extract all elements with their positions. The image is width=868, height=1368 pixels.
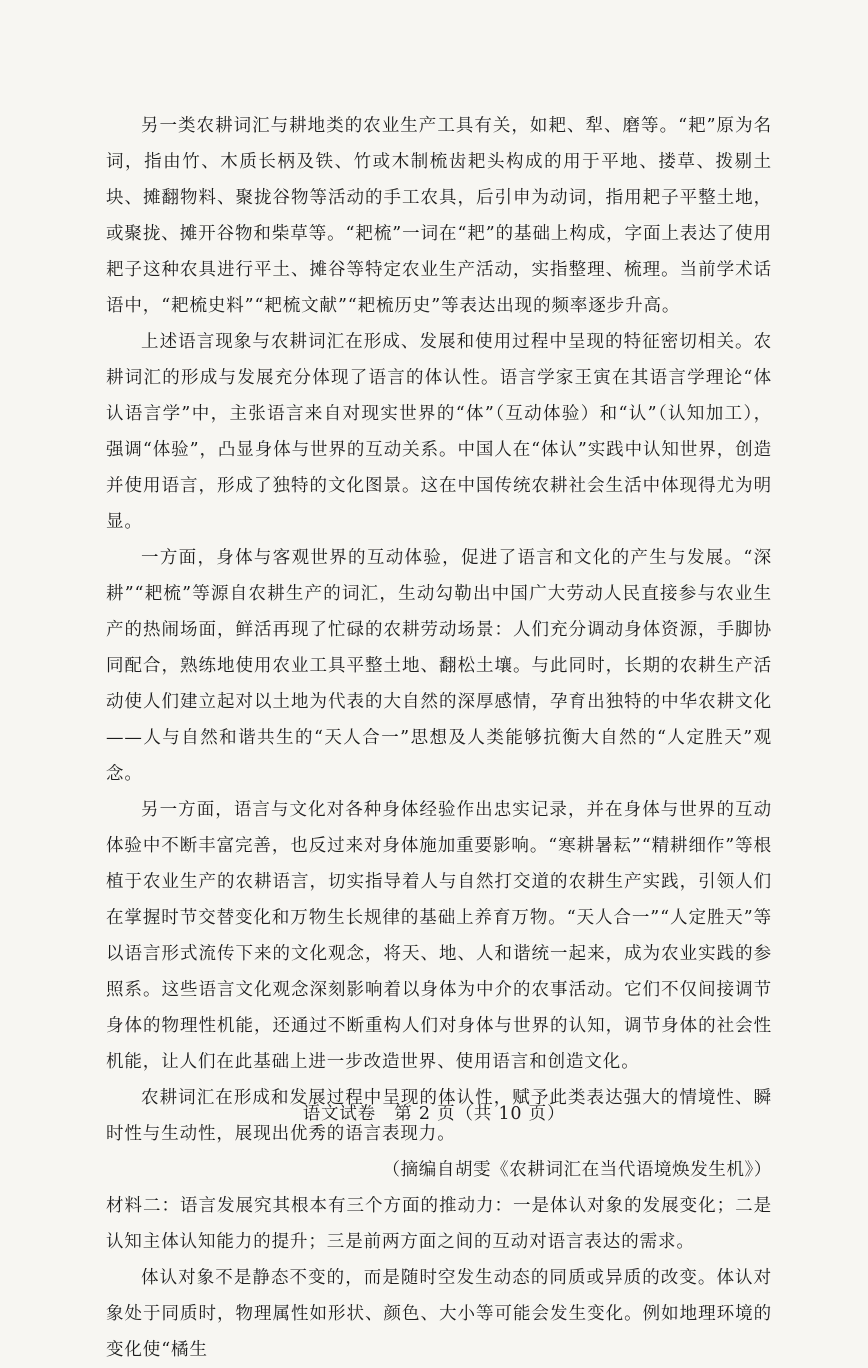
material-one-body [106, 108, 772, 1188]
material-two-body [106, 1188, 772, 1368]
paragraph-embodiment-theory: 上述语言现象与农耕词汇在形成、发展和使用过程中呈现的特征密切相关。农耕词汇的形成与发展充分体现了语言的体认性。语言学家王寅在其语言学理论“体认语言学”中，主张语言来自对现实世界的“体”（互动体验）和“认”（认知加工），强调“体验”，凸显身体与世界的互动关系。中国人在“体认”实践中认知世界，创造并使用语言，形成了独特的文化图景。这在中国传统农耕社会生活中体现得尤为明显。 [106, 332, 772, 532]
material-two-heading-paragraph: 材料二：语言发展究其根本有三个方面的推动力：一是体认对象的发展变化；二是认知主体认知能力的提升；三是前两方面之间的互动对语言表达的需求。 [106, 1196, 772, 1252]
paragraph-rake-vocabulary: 另一类农耕词汇与耕地类的农业生产工具有关，如耙、犁、磨等。“耙”原为名词，指由竹、木质长柄及铁、竹或木制梳齿耙头构成的用于平地、搂草、拨剔土块、摊翻物料、聚拢谷物等活动的手工农具，后引申为动词，指用耙子平整土地，或聚拢、摊开谷物和柴草等。“耙梳”一词在“耙”的基础上构成，字面上表达了使用耙子这种农具进行平土、摊谷等特定农业生产活动，实指整理、梳理。当前学术话语中，“耙梳史料”“耙梳文献”“耙梳历史”等表达出现的频率逐步升高。 [106, 116, 772, 316]
paragraph-second-aspect: 另一方面，语言与文化对各种身体经验作出忠实记录，并在身体与世界的互动体验中不断丰富完善，也反过来对身体施加重要影响。“寒耕暑耘”“精耕细作”等根植于农业生产的农耕语言，切实指导着人与自然打交道的农耕生产实践，引领人们在掌握时节交替变化和万物生长规律的基础上养育万物。“天人合一”“人定胜天”等以语言形式流传下来的文化观念，将天、地、人和谐统一起来，成为农业实践的参照系。这些语言文化观念深刻影响着以身体为中介的农事活动。它们不仅间接调节身体的物理性机能，还通过不断重构人们对身体与世界的认知，调节身体的社会性机能，让人们在此基础上进一步改造世界、使用语言和创造文化。 [106, 800, 772, 1072]
source-citation: （摘编自胡雯《农耕词汇在当代语境焕发生机》） [382, 1160, 772, 1180]
paragraph-embodiment-object: 体认对象不是静态不变的，而是随时空发生动态的同质或异质的改变。体认对象处于同质时，物理属性如形状、颜色、大小等可能会发生变化。例如地理环境的变化使“橘生 [106, 1268, 772, 1360]
page-footer: 语文试卷 第 2 页（共 10 页） [302, 1104, 566, 1124]
paragraph-summary: 农耕词汇在形成和发展过程中呈现的体认性，赋予此类表达强大的情境性、瞬时性与生动性，展现出优秀的语言表现力。 [106, 1088, 772, 1144]
paragraph-first-aspect: 一方面，身体与客观世界的互动体验，促进了语言和文化的产生与发展。“深耕”“耙梳”等源自农耕生产的词汇，生动勾勒出中国广大劳动人民直接参与农业生产的热闹场面，鲜活再现了忙碌的农耕劳动场景：人们充分调动身体资源，手脚协同配合，熟练地使用农业工具平整土地、翻松土壤。与此同时，长期的农耕生产活动使人们建立起对以土地为代表的大自然的深厚感情，孕育出独特的中华农耕文化——人与自然和谐共生的“天人合一”思想及人类能够抗衡大自然的“人定胜天”观念。 [106, 548, 772, 784]
